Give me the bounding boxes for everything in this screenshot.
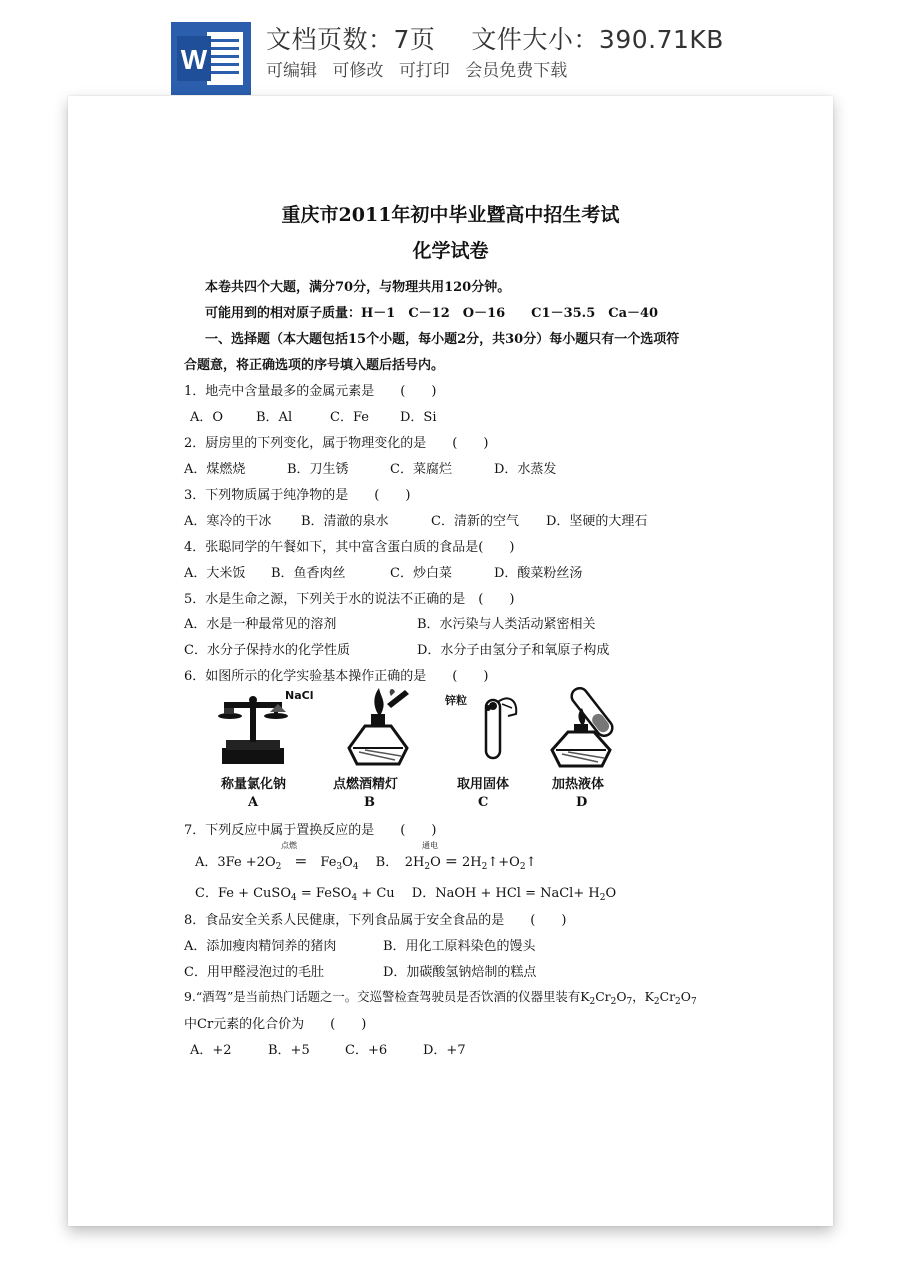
q7-condition-ignite: 点燃 (281, 841, 297, 850)
feature-list (266, 56, 577, 81)
q2-option-a: A．煤燃烧 (184, 462, 246, 477)
question-2: 2．厨房里的下列变化，属于物理变化的是 ( ) (184, 436, 489, 451)
q1-option-d: D．Si (400, 410, 437, 425)
q2-option-b: B．刀生锈 (287, 462, 349, 477)
figure-a-letter: A (248, 795, 259, 810)
svg-text:W: W (180, 44, 208, 75)
q3-option-b: B．清澈的泉水 (301, 514, 389, 529)
q3-option-d: D．坚硬的大理石 (546, 514, 648, 529)
exam-title: 重庆市2011年初中毕业暨高中招生考试 (281, 204, 620, 226)
alcohol-lamp-lighting-figure (343, 686, 413, 770)
q3-option-a: A．寒冷的干冰 (184, 514, 272, 529)
q4-option-b: B．鱼香肉丝 (271, 566, 346, 581)
intro-line-2: 可能用到的相对原子质量：H－1 C－12 O－16 C1－35.5 Ca－40 (205, 306, 659, 321)
figure-a-tag: NaCl (285, 689, 314, 702)
q8-option-a: A．添加瘦肉精饲养的猪肉 (184, 939, 337, 954)
q9-option-c: C．+6 (345, 1043, 388, 1058)
intro-line-1: 本卷共四个大题，满分70分，与物理共用120分钟。 (205, 280, 511, 295)
q2-option-d: D．水蒸发 (494, 462, 557, 477)
question-9: 9.“酒驾”是当前热门话题之一。交巡警检查驾驶员是否饮酒的仪器里装有$K_2Cr_2O_7$，$K_2Cr_2O_7$ (184, 989, 697, 1007)
q8-option-b: B．用化工原料染色的馒头 (383, 939, 536, 954)
feature-printable: 可打印 (398, 61, 450, 81)
document-page (68, 96, 833, 1226)
q7-option-c: C．Fe + CuSO$_4$ = FeSO$_4$ + Cu D．NaOH + HCl = NaCl+ $H_2O$ (195, 886, 617, 903)
page-count: 文档页数：7页 (266, 25, 436, 54)
figure-b-letter: B (364, 795, 375, 810)
file-meta (266, 20, 724, 56)
file-size: 文件大小：390.71KB (471, 25, 724, 54)
section-heading-2: 合题意，将正确选项的序号填入题后括号内。 (184, 358, 445, 373)
figure-d-letter: D (576, 795, 588, 810)
figure-c-letter: C (478, 795, 489, 810)
figure-c-label: 取用固体 (457, 777, 510, 792)
q9-option-a: A．+2 (190, 1043, 232, 1058)
q9-option-d: D．+7 (423, 1043, 466, 1058)
feature-modifiable: 可修改 (332, 61, 384, 81)
question-3: 3．下列物质属于纯净物的是 ( ) (184, 488, 411, 503)
figure-a-label: 称量氯化钠 (221, 777, 287, 792)
q7-option-a: A．$3Fe +2O_2$ ＝ $Fe_3O_4$ B． $2H_2O$ ＝ $2H_2↑+O_2↑$ (195, 855, 537, 872)
test-tube-solid-figure (466, 686, 526, 770)
q1-option-b: B．Al (256, 410, 293, 425)
q5-option-a: A．水是一种最常见的溶剂 (184, 617, 337, 632)
heating-liquid-figure (546, 682, 626, 770)
question-5: 5．水是生命之源，下列关于水的说法不正确的是 ( ) (184, 592, 515, 607)
word-document-icon (171, 22, 251, 95)
section-heading-1: 一、选择题（本大题包括15个小题，每小题2分，共30分）每小题只有一个选项符 (205, 332, 680, 347)
question-9-tail: 中Cr元素的化合价为 ( ) (184, 1017, 367, 1032)
q5-option-d: D．水分子由氢分子和氧原子构成 (417, 643, 610, 658)
q9-option-b: B．+5 (268, 1043, 310, 1058)
q2-option-c: C．菜腐烂 (390, 462, 452, 477)
q4-option-a: A．大米饭 (184, 566, 246, 581)
question-8: 8．食品安全关系人民健康，下列食品属于安全食品的是 ( ) (184, 913, 567, 928)
header-banner (0, 0, 900, 96)
question-7: 7．下列反应中属于置换反应的是 ( ) (184, 823, 437, 838)
q4-option-d: D．酸菜粉丝汤 (494, 566, 583, 581)
figure-b-label: 点燃酒精灯 (333, 777, 399, 792)
q5-option-c: C．水分子保持水的化学性质 (184, 643, 350, 658)
question-4: 4．张聪同学的午餐如下，其中富含蛋白质的食品是( ) (184, 540, 515, 555)
q4-option-c: C．炒白菜 (390, 566, 452, 581)
figure-c-tag: 锌粒 (445, 694, 467, 707)
q5-option-b: B．水污染与人类活动紧密相关 (417, 617, 596, 632)
q1-option-c: C．Fe (330, 410, 369, 425)
q1-option-a: A．O (190, 410, 224, 425)
feature-member-download: 会员免费下载 (465, 61, 568, 81)
feature-editable: 可编辑 (266, 61, 317, 81)
q8-option-c: C．用甲醛浸泡过的毛肚 (184, 965, 324, 980)
q8-option-d: D．加碳酸氢钠焙制的糕点 (383, 965, 537, 980)
exam-subtitle: 化学试卷 (412, 240, 489, 262)
question-6: 6．如图所示的化学实验基本操作正确的是 ( ) (184, 669, 489, 684)
q7-condition-electrolysis: 通电 (422, 841, 438, 850)
figure-d-label: 加热液体 (552, 777, 605, 792)
q3-option-c: C．清新的空气 (431, 514, 519, 529)
question-1: 1．地壳中含量最多的金属元素是 ( ) (184, 384, 437, 399)
